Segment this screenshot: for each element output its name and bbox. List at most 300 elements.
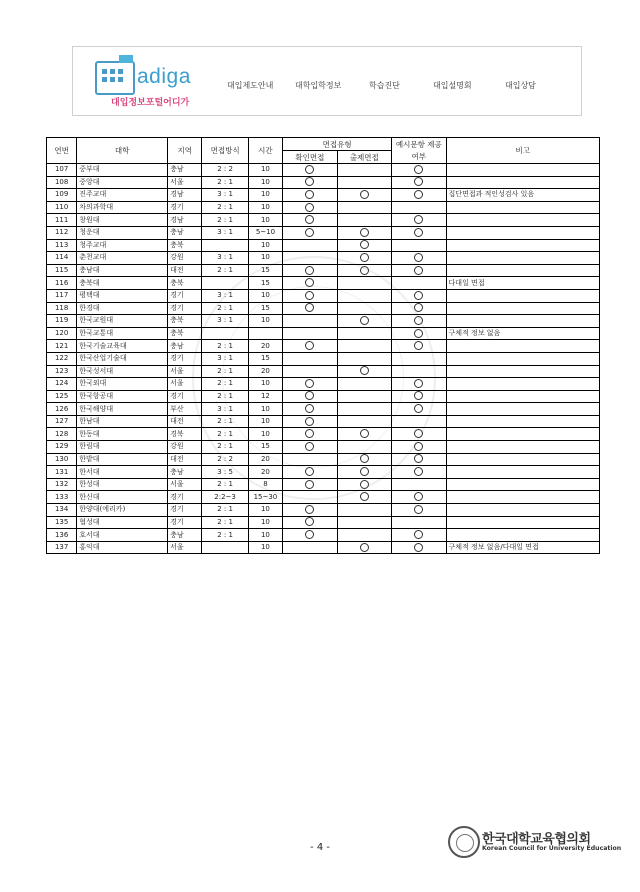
table-row bbox=[47, 541, 600, 554]
cell-no: 129 bbox=[47, 441, 77, 454]
cell-question bbox=[337, 441, 392, 454]
table-row bbox=[47, 491, 600, 504]
table-row bbox=[47, 390, 600, 403]
check-circle-icon bbox=[414, 429, 423, 438]
page-number: - 4 - bbox=[310, 842, 330, 853]
logo-subtitle: 대입정보포털어디가 bbox=[111, 98, 190, 108]
cell-confirm bbox=[283, 164, 337, 177]
check-circle-icon bbox=[414, 543, 423, 552]
table-row bbox=[47, 504, 600, 517]
cell-confirm bbox=[283, 340, 337, 353]
check-circle-icon bbox=[305, 480, 314, 489]
cell-question bbox=[337, 516, 392, 529]
cell-university: 한성대 bbox=[77, 478, 168, 491]
cell-university: 한국외대 bbox=[77, 378, 168, 391]
cell-no: 131 bbox=[47, 466, 77, 479]
cell-region: 경남 bbox=[168, 214, 202, 227]
logo-wordmark: adiga bbox=[137, 65, 191, 88]
cell-question bbox=[337, 340, 392, 353]
cell-no: 114 bbox=[47, 252, 77, 265]
cell-no: 126 bbox=[47, 403, 77, 416]
cell-confirm bbox=[283, 504, 337, 517]
cell-method: 2 : 1 bbox=[202, 302, 248, 315]
cell-region: 충남 bbox=[168, 226, 202, 239]
table-row bbox=[47, 466, 600, 479]
table-row bbox=[47, 277, 600, 290]
table-row bbox=[47, 214, 600, 227]
check-circle-icon bbox=[305, 165, 314, 174]
cell-confirm bbox=[283, 415, 337, 428]
check-circle-icon bbox=[414, 467, 423, 476]
cell-time: 15 bbox=[248, 277, 282, 290]
cell-time: 10 bbox=[248, 176, 282, 189]
cell-note bbox=[446, 289, 599, 302]
cell-sample bbox=[392, 315, 446, 328]
cell-sample bbox=[392, 302, 446, 315]
cell-note: 구체적 정보 없음/다대일 면접 bbox=[446, 541, 599, 554]
check-circle-icon bbox=[414, 329, 423, 338]
check-circle-icon bbox=[360, 429, 369, 438]
cell-confirm bbox=[283, 378, 337, 391]
header-method: 면접방식 bbox=[202, 138, 248, 164]
cell-time: 10 bbox=[248, 201, 282, 214]
cell-no: 108 bbox=[47, 176, 77, 189]
cell-confirm bbox=[283, 214, 337, 227]
cell-time: 15 bbox=[248, 302, 282, 315]
cell-university: 호서대 bbox=[77, 529, 168, 542]
cell-no: 109 bbox=[47, 189, 77, 202]
cell-region: 부산 bbox=[168, 403, 202, 416]
cell-university: 한국산업기술대 bbox=[77, 352, 168, 365]
cell-method bbox=[202, 277, 248, 290]
cell-no: 123 bbox=[47, 365, 77, 378]
cell-region: 경북 bbox=[168, 428, 202, 441]
cell-method: 3 : 1 bbox=[202, 315, 248, 328]
cell-university: 한서대 bbox=[77, 466, 168, 479]
cell-time: 10 bbox=[248, 239, 282, 252]
nav-item-study-diagnosis[interactable]: 학습진단 bbox=[369, 81, 400, 90]
cell-sample bbox=[392, 264, 446, 277]
cell-time bbox=[248, 327, 282, 340]
cell-region: 서울 bbox=[168, 176, 202, 189]
cell-question bbox=[337, 214, 392, 227]
table-row bbox=[47, 302, 600, 315]
cell-region: 경기 bbox=[168, 289, 202, 302]
cell-region: 충북 bbox=[168, 277, 202, 290]
cell-region: 경기 bbox=[168, 390, 202, 403]
cell-question bbox=[337, 504, 392, 517]
nav-item-briefing[interactable]: 대입설명회 bbox=[433, 81, 472, 90]
cell-question bbox=[337, 226, 392, 239]
cell-region: 서울 bbox=[168, 478, 202, 491]
check-circle-icon bbox=[360, 366, 369, 375]
calendar-logo-icon bbox=[95, 61, 135, 95]
check-circle-icon bbox=[414, 253, 423, 262]
cell-confirm bbox=[283, 189, 337, 202]
cell-note bbox=[446, 428, 599, 441]
site-banner bbox=[72, 46, 582, 116]
cell-university: 청주교대 bbox=[77, 239, 168, 252]
cell-method: 2 : 2 bbox=[202, 164, 248, 177]
check-circle-icon bbox=[305, 266, 314, 275]
cell-method: 3 : 1 bbox=[202, 403, 248, 416]
cell-method: 3 : 1 bbox=[202, 289, 248, 302]
cell-time: 10 bbox=[248, 164, 282, 177]
cell-confirm bbox=[283, 315, 337, 328]
cell-question bbox=[337, 189, 392, 202]
table-row bbox=[47, 176, 600, 189]
cell-time: 15~30 bbox=[248, 491, 282, 504]
cell-no: 116 bbox=[47, 277, 77, 290]
check-circle-icon bbox=[414, 442, 423, 451]
check-circle-icon bbox=[360, 316, 369, 325]
check-circle-icon bbox=[305, 203, 314, 212]
cell-region: 충북 bbox=[168, 239, 202, 252]
cell-no: 134 bbox=[47, 504, 77, 517]
cell-region: 충북 bbox=[168, 327, 202, 340]
cell-note bbox=[446, 491, 599, 504]
nav-item-university-info[interactable]: 대학입학정보 bbox=[295, 81, 342, 90]
cell-note bbox=[446, 378, 599, 391]
cell-method: 2 : 1 bbox=[202, 516, 248, 529]
cell-method bbox=[202, 541, 248, 554]
cell-time: 10 bbox=[248, 415, 282, 428]
cell-university: 협성대 bbox=[77, 516, 168, 529]
cell-method: 3 : 1 bbox=[202, 352, 248, 365]
cell-method: 2 : 1 bbox=[202, 529, 248, 542]
check-circle-icon bbox=[360, 266, 369, 275]
cell-question bbox=[337, 289, 392, 302]
cell-note bbox=[446, 516, 599, 529]
cell-sample bbox=[392, 504, 446, 517]
table-row bbox=[47, 403, 600, 416]
interview-table bbox=[46, 137, 600, 554]
nav-item-counseling[interactable]: 대입상담 bbox=[505, 81, 536, 90]
cell-sample bbox=[392, 491, 446, 504]
cell-sample bbox=[392, 239, 446, 252]
table-row bbox=[47, 164, 600, 177]
check-circle-icon bbox=[414, 303, 423, 312]
cell-method: 2 : 1 bbox=[202, 176, 248, 189]
check-circle-icon bbox=[305, 505, 314, 514]
cell-region: 서울 bbox=[168, 541, 202, 554]
cell-question bbox=[337, 378, 392, 391]
cell-no: 124 bbox=[47, 378, 77, 391]
cell-region: 대전 bbox=[168, 264, 202, 277]
check-circle-icon bbox=[360, 253, 369, 262]
cell-university: 한국교원대 bbox=[77, 315, 168, 328]
check-circle-icon bbox=[305, 278, 314, 287]
nav-item-admission-system[interactable]: 대입제도안내 bbox=[227, 81, 274, 90]
cell-confirm bbox=[283, 226, 337, 239]
cell-time: 10 bbox=[248, 541, 282, 554]
check-circle-icon bbox=[305, 341, 314, 350]
cell-sample bbox=[392, 340, 446, 353]
table-row bbox=[47, 239, 600, 252]
cell-confirm bbox=[283, 327, 337, 340]
cell-sample bbox=[392, 441, 446, 454]
check-circle-icon bbox=[414, 341, 423, 350]
table-row bbox=[47, 529, 600, 542]
table-row bbox=[47, 352, 600, 365]
check-circle-icon bbox=[360, 240, 369, 249]
check-circle-icon bbox=[414, 316, 423, 325]
cell-sample bbox=[392, 164, 446, 177]
check-circle-icon bbox=[360, 467, 369, 476]
table-row bbox=[47, 478, 600, 491]
cell-sample bbox=[392, 226, 446, 239]
cell-confirm bbox=[283, 441, 337, 454]
check-circle-icon bbox=[414, 492, 423, 501]
cell-method: 2 : 1 bbox=[202, 365, 248, 378]
cell-sample bbox=[392, 252, 446, 265]
cell-region: 서울 bbox=[168, 378, 202, 391]
cell-university: 중부대 bbox=[77, 164, 168, 177]
cell-question bbox=[337, 176, 392, 189]
cell-time: 10 bbox=[248, 403, 282, 416]
cell-no: 122 bbox=[47, 352, 77, 365]
cell-university: 홍익대 bbox=[77, 541, 168, 554]
cell-no: 115 bbox=[47, 264, 77, 277]
cell-no: 118 bbox=[47, 302, 77, 315]
cell-region: 경기 bbox=[168, 504, 202, 517]
cell-question bbox=[337, 164, 392, 177]
cell-question bbox=[337, 541, 392, 554]
cell-no: 112 bbox=[47, 226, 77, 239]
cell-note bbox=[446, 415, 599, 428]
kcue-logo bbox=[448, 826, 622, 862]
cell-no: 133 bbox=[47, 491, 77, 504]
cell-time: 20 bbox=[248, 466, 282, 479]
cell-sample bbox=[392, 214, 446, 227]
cell-method: 2 : 1 bbox=[202, 378, 248, 391]
cell-time: 8 bbox=[248, 478, 282, 491]
check-circle-icon bbox=[305, 190, 314, 199]
cell-sample bbox=[392, 529, 446, 542]
cell-confirm bbox=[283, 491, 337, 504]
header-no: 연번 bbox=[47, 138, 77, 164]
cell-method: 3 : 1 bbox=[202, 189, 248, 202]
cell-note bbox=[446, 403, 599, 416]
cell-method: 2 : 1 bbox=[202, 428, 248, 441]
cell-university: 한국항공대 bbox=[77, 390, 168, 403]
cell-time: 10 bbox=[248, 289, 282, 302]
cell-university: 한림대 bbox=[77, 441, 168, 454]
header-sample-question: 예시문항 제공여부 bbox=[392, 138, 446, 164]
cell-university: 한남대 bbox=[77, 415, 168, 428]
table-row bbox=[47, 289, 600, 302]
adiga-logo[interactable] bbox=[95, 57, 215, 109]
header-university: 대학 bbox=[77, 138, 168, 164]
cell-university: 한동대 bbox=[77, 428, 168, 441]
check-circle-icon bbox=[414, 228, 423, 237]
cell-university: 한밭대 bbox=[77, 453, 168, 466]
cell-no: 125 bbox=[47, 390, 77, 403]
cell-method: 2 : 1 bbox=[202, 390, 248, 403]
cell-region: 충남 bbox=[168, 529, 202, 542]
check-circle-icon bbox=[414, 391, 423, 400]
cell-university: 창원대 bbox=[77, 214, 168, 227]
cell-method: 3 : 5 bbox=[202, 466, 248, 479]
cell-time: 10 bbox=[248, 504, 282, 517]
cell-method: 2 : 1 bbox=[202, 478, 248, 491]
cell-confirm bbox=[283, 264, 337, 277]
cell-confirm bbox=[283, 529, 337, 542]
cell-university: 청운대 bbox=[77, 226, 168, 239]
cell-note bbox=[446, 352, 599, 365]
cell-sample bbox=[392, 189, 446, 202]
cell-confirm bbox=[283, 201, 337, 214]
org-name-ko: 한국대학교육협의회 bbox=[482, 832, 591, 847]
table-row bbox=[47, 415, 600, 428]
cell-question bbox=[337, 529, 392, 542]
cell-sample bbox=[392, 378, 446, 391]
cell-question bbox=[337, 302, 392, 315]
cell-question bbox=[337, 352, 392, 365]
cell-no: 111 bbox=[47, 214, 77, 227]
check-circle-icon bbox=[360, 190, 369, 199]
cell-region: 충남 bbox=[168, 340, 202, 353]
cell-sample bbox=[392, 289, 446, 302]
check-circle-icon bbox=[360, 228, 369, 237]
cell-confirm bbox=[283, 239, 337, 252]
cell-note bbox=[446, 365, 599, 378]
check-circle-icon bbox=[305, 303, 314, 312]
check-circle-icon bbox=[414, 379, 423, 388]
check-circle-icon bbox=[305, 442, 314, 451]
cell-note bbox=[446, 453, 599, 466]
cell-region: 경기 bbox=[168, 491, 202, 504]
check-circle-icon bbox=[305, 417, 314, 426]
cell-question bbox=[337, 403, 392, 416]
cell-university: 한신대 bbox=[77, 491, 168, 504]
check-circle-icon bbox=[414, 177, 423, 186]
cell-no: 135 bbox=[47, 516, 77, 529]
cell-time: 10 bbox=[248, 252, 282, 265]
check-circle-icon bbox=[305, 228, 314, 237]
header-confirm-interview: 확인면접 bbox=[283, 151, 337, 164]
cell-method: 2 : 1 bbox=[202, 264, 248, 277]
cell-university: 차의과학대 bbox=[77, 201, 168, 214]
cell-question bbox=[337, 390, 392, 403]
check-circle-icon bbox=[360, 492, 369, 501]
check-circle-icon bbox=[305, 391, 314, 400]
cell-university: 평택대 bbox=[77, 289, 168, 302]
cell-region: 강원 bbox=[168, 252, 202, 265]
cell-no: 127 bbox=[47, 415, 77, 428]
cell-no: 117 bbox=[47, 289, 77, 302]
cell-confirm bbox=[283, 352, 337, 365]
cell-confirm bbox=[283, 277, 337, 290]
cell-note bbox=[446, 239, 599, 252]
cell-question bbox=[337, 264, 392, 277]
table-row bbox=[47, 201, 600, 214]
check-circle-icon bbox=[305, 215, 314, 224]
cell-question bbox=[337, 365, 392, 378]
table-row bbox=[47, 453, 600, 466]
cell-question bbox=[337, 315, 392, 328]
cell-university: 춘천교대 bbox=[77, 252, 168, 265]
header-time: 시간 bbox=[248, 138, 282, 164]
cell-sample bbox=[392, 466, 446, 479]
cell-method bbox=[202, 239, 248, 252]
cell-region: 경기 bbox=[168, 201, 202, 214]
cell-time: 20 bbox=[248, 453, 282, 466]
cell-time: 20 bbox=[248, 365, 282, 378]
cell-question bbox=[337, 428, 392, 441]
cell-sample bbox=[392, 415, 446, 428]
cell-no: 137 bbox=[47, 541, 77, 554]
cell-method: 2 : 1 bbox=[202, 415, 248, 428]
cell-time: 15 bbox=[248, 352, 282, 365]
check-circle-icon bbox=[305, 177, 314, 186]
cell-note: 구체적 정보 없음 bbox=[446, 327, 599, 340]
cell-method: 3 : 1 bbox=[202, 226, 248, 239]
cell-confirm bbox=[283, 516, 337, 529]
cell-method: 2 : 1 bbox=[202, 441, 248, 454]
cell-university: 한양대(에리카) bbox=[77, 504, 168, 517]
cell-note bbox=[446, 340, 599, 353]
check-circle-icon bbox=[305, 429, 314, 438]
cell-note bbox=[446, 441, 599, 454]
cell-no: 113 bbox=[47, 239, 77, 252]
cell-question bbox=[337, 252, 392, 265]
cell-no: 120 bbox=[47, 327, 77, 340]
cell-question bbox=[337, 277, 392, 290]
cell-time: 15 bbox=[248, 441, 282, 454]
cell-sample bbox=[392, 390, 446, 403]
cell-university: 한국기술교육대 bbox=[77, 340, 168, 353]
cell-confirm bbox=[283, 403, 337, 416]
cell-method: 2 : 1 bbox=[202, 214, 248, 227]
cell-note bbox=[446, 466, 599, 479]
cell-region: 서울 bbox=[168, 365, 202, 378]
cell-university: 충북대 bbox=[77, 277, 168, 290]
cell-confirm bbox=[283, 390, 337, 403]
cell-confirm bbox=[283, 302, 337, 315]
cell-note bbox=[446, 201, 599, 214]
cell-note bbox=[446, 478, 599, 491]
cell-note bbox=[446, 390, 599, 403]
cell-note: 집단면접과 적인성검사 있음 bbox=[446, 189, 599, 202]
cell-question bbox=[337, 239, 392, 252]
cell-note bbox=[446, 315, 599, 328]
cell-time: 10 bbox=[248, 516, 282, 529]
cell-university: 한경대 bbox=[77, 302, 168, 315]
cell-sample bbox=[392, 403, 446, 416]
cell-time: 10 bbox=[248, 315, 282, 328]
cell-region: 경기 bbox=[168, 352, 202, 365]
table-row bbox=[47, 252, 600, 265]
cell-confirm bbox=[283, 176, 337, 189]
cell-sample bbox=[392, 176, 446, 189]
cell-method: 3 : 1 bbox=[202, 252, 248, 265]
cell-question bbox=[337, 478, 392, 491]
table-row bbox=[47, 226, 600, 239]
cell-university: 한국해양대 bbox=[77, 403, 168, 416]
table-row bbox=[47, 428, 600, 441]
cell-university: 진주교대 bbox=[77, 189, 168, 202]
cell-question bbox=[337, 415, 392, 428]
table-row bbox=[47, 365, 600, 378]
org-name-en: Korean Council for University Education bbox=[482, 845, 622, 852]
check-circle-icon bbox=[305, 467, 314, 476]
cell-confirm bbox=[283, 478, 337, 491]
cell-note bbox=[446, 164, 599, 177]
check-circle-icon bbox=[305, 291, 314, 300]
cell-question bbox=[337, 201, 392, 214]
cell-sample bbox=[392, 428, 446, 441]
